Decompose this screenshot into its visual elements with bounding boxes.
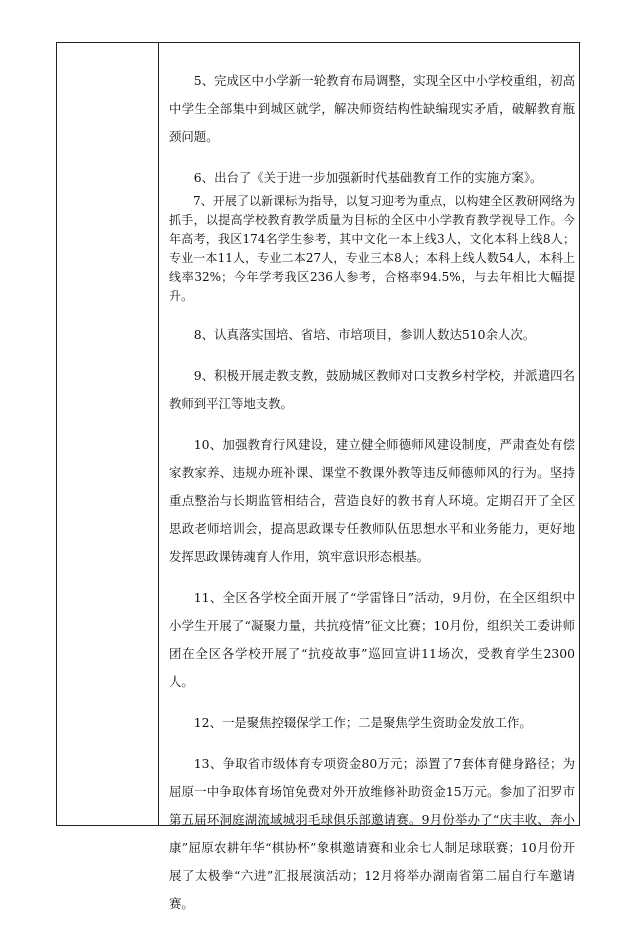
report-table	[56, 42, 580, 911]
paragraph-6: 6、出台了《关于进一步加强新时代基础教育工作的实施方案》。	[193, 170, 543, 185]
paragraph-12: 12、一是聚焦控辍保学工作；二是聚焦学生资助金发放工作。	[193, 715, 532, 730]
paragraph-8: 8、认真落实国培、省培、市培项目，参训人数达510余人次。	[193, 327, 536, 342]
paragraph-5: 5、完成区中小学新一轮教育布局调整，实现全区中小学校重组，初高中学生全部集中到城区就学，解决师资结构性缺编现实矛盾，破解教育瓶颈问题。	[169, 73, 575, 144]
column-divider	[158, 43, 159, 825]
paragraph-10: 10、加强教育行风建设，建立健全师德师风建设制度，严肃查处有偿家教家养、违规办班补课、课堂不教课外教等违反师德师风的行为。坚持重点整治与长期监管相结合，营造良好的教书育人环境。定期召开了全区思政老师培训会，提高思政课专任教师队伍思想水平和业务能力，更好地发挥思政课铸魂育人作用，筑牢意识形态根基。	[169, 437, 575, 564]
content-cell	[169, 67, 575, 931]
paragraph-9: 9、积极开展走教支教，鼓励城区教师对口支教乡村学校，并派遣四名教师到平江等地支教。	[169, 368, 575, 411]
paragraph-7: 7、开展了以新课标为指导，以复习迎考为重点，以构建全区教研网络为抓手，以提高学校教育教学质量为目标的全区中小学教育教学视导工作。今年高考，我区174名学生参考，其中文化一本上线3人，文化本科上线8人；专业一本11人，专业二本27人，专业三本8人；本科上线人数54人，本科上线率32%；今年学考我区236人参考，合格率94.5%，与去年相比大幅提升。	[169, 194, 575, 303]
paragraph-11: 11、全区各学校全面开展了“学雷锋日”活动，9月份，在全区组织中小学生开展了“凝聚力量，共抗疫情”征文比赛；10月份，组织关工委讲师团在全区各学校开展了“抗疫故事”巡回宣讲11场次，受教育学生2300人。	[169, 590, 575, 689]
paragraph-13: 13、争取省市级体育专项资金80万元；添置了7套体育健身路径；为屈原一中争取体育场馆免费对外开放维修补助资金15万元。参加了汨罗市第五届环洞庭湖流域城羽毛球俱乐部邀请赛。9月份举办了“庆丰收、奔小康”屈原农耕年华“棋协杯”象棋邀请赛和业余七人制足球联赛；10月份开展了太极拳“六进”汇报展演活动；12月将举办湖南省第二届自行车邀请赛。	[169, 756, 575, 911]
